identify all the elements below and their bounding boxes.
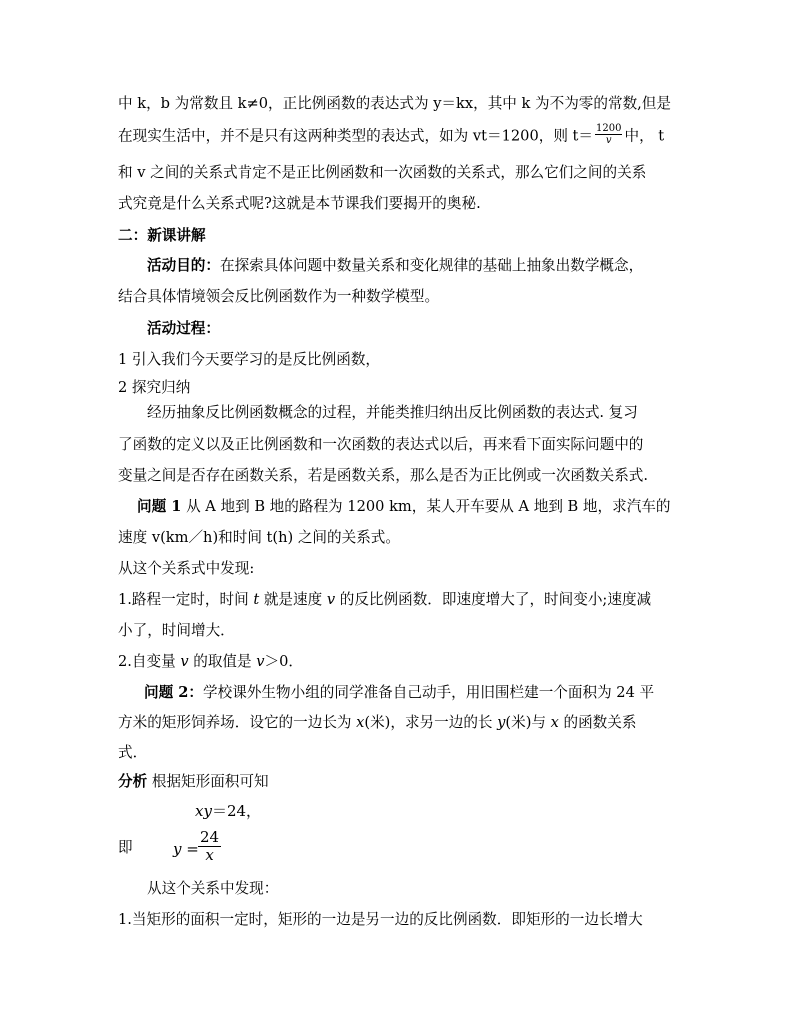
var-y: y: [497, 714, 506, 731]
list-item: [118, 350, 683, 370]
fraction-24-over-x: [198, 829, 221, 864]
paragraph-line: [118, 435, 683, 455]
text: 在现实生活中，并不是只有这两种类型的表达式，如为 vt＝1200，则 t＝: [118, 127, 594, 145]
section-heading: [118, 226, 683, 246]
text: 变量之间是否存在函数关系，若是函数关系，那么是否为正比例或一次函数关系式.: [118, 467, 649, 484]
text: 中 k，b 为常数且 k≠0，正比例函数的表达式为 y＝kx，其中 k 为不为零的常数,但是: [118, 95, 671, 112]
finding-1: [118, 590, 683, 610]
var-v: v: [326, 591, 336, 608]
var-x: x: [356, 714, 365, 731]
fraction-denominator: v: [605, 135, 612, 146]
text: 的取值是: [188, 653, 257, 670]
text: 1.路程一定时，时间: [118, 591, 254, 608]
text: 学校课外生物小组的同学准备自己动手，用旧围栏建一个面积为 24 平: [203, 684, 655, 701]
list-item: [118, 378, 683, 398]
fraction-1200-over-v: [595, 123, 622, 146]
text: 式．: [118, 744, 148, 761]
question-label: 问题 1: [137, 498, 182, 515]
text: 1.当矩形的面积一定时，矩形的一边是另一边的反比例函数．即矩形的一边长增大: [118, 911, 643, 928]
fraction-numerator: 24: [200, 828, 220, 846]
text: 式究竟是什么关系式呢?这就是本节课我们要揭开的奥秘.: [118, 195, 481, 212]
var-xy: xy: [195, 802, 212, 820]
paragraph-line: [118, 287, 683, 307]
text: 在探索具体问题中数量关系和变化规律的基础上抽象出数学概念，: [219, 257, 644, 274]
paragraph-line: [118, 466, 683, 486]
paragraph-line: [118, 621, 683, 641]
fraction-numerator: 1200: [596, 123, 622, 134]
text: 从这个关系式中发现:: [118, 560, 255, 577]
text: 2 探究归纳: [118, 379, 191, 396]
text: 结合具体情境领会反比例函数作为一种数学模型。: [118, 288, 440, 305]
paragraph-line: [118, 94, 683, 114]
finding-1: [118, 910, 683, 930]
question-label: 问题 2：: [144, 684, 204, 701]
text: 小了，时间增大．: [118, 622, 235, 639]
equation-lhs: [173, 840, 199, 858]
var-t: t: [253, 591, 260, 608]
paragraph-line: [118, 163, 683, 183]
var-v: v: [256, 653, 265, 670]
text: 活动过程：: [147, 320, 220, 337]
paragraph-line: [118, 743, 683, 763]
equation-xy-24: [195, 800, 261, 821]
text: 的函数关系: [558, 714, 637, 731]
text: 2.自变量: [118, 653, 181, 670]
paragraph-line: [147, 403, 712, 423]
paragraph-line: [147, 879, 712, 899]
finding-2: [118, 652, 683, 672]
fraction-denominator: x: [205, 846, 214, 864]
paragraph-line: [118, 713, 683, 733]
text: ＝24，: [211, 802, 262, 820]
text: ＞0．: [264, 653, 303, 670]
text: 根据矩形面积可知: [147, 773, 269, 790]
text: 经历抽象反比例函数概念的过程，并能类推归纳出反比例函数的表达式. 复习: [147, 404, 638, 421]
text: 就是速度: [259, 591, 327, 608]
paragraph-line: [118, 559, 683, 579]
text: 了函数的定义以及正比例函数和一次函数的表达式以后，再来看下面实际问题中的: [118, 436, 644, 453]
text: 和 v 之间的关系式肯定不是正比例函数和一次函数的关系式，那么它们之间的关系: [118, 164, 647, 181]
question-2: [144, 683, 709, 703]
paragraph-line: [118, 528, 683, 548]
activity-process-label: [147, 319, 712, 339]
text: 从 A 地到 B 地的路程为 1200 km，某人开车要从 A 地到 B 地，求汽车的: [181, 498, 671, 515]
paragraph-line: [118, 125, 683, 148]
text: 从这个关系中发现：: [147, 880, 279, 897]
var-y: y: [173, 840, 182, 858]
var-v: v: [180, 653, 189, 670]
analysis: [118, 772, 683, 792]
text: 1 引入我们今天要学习的是反比例函数，: [118, 351, 381, 368]
text: 的反比例函数．即速度增大了，时间变小;速度减: [335, 591, 652, 608]
activity-goal: [147, 256, 712, 276]
text: (米)与: [505, 714, 551, 731]
question-1: [137, 497, 702, 517]
text: 速度 v(km／h)和时间 t(h) 之间的关系式。: [118, 529, 400, 546]
text: 方米的矩形饲养场．设它的一边长为: [118, 714, 357, 731]
goal-label: 活动目的：: [147, 257, 220, 274]
analysis-label: 分析: [118, 773, 148, 790]
text: 中， t: [624, 127, 665, 145]
equals-sign: =: [181, 840, 199, 858]
paragraph-line: [118, 194, 683, 214]
text: (米)，求另一边的长: [364, 714, 498, 731]
var-x: x: [550, 714, 559, 731]
text: 即: [118, 839, 133, 856]
heading-text: 二：新课讲解: [118, 227, 206, 244]
